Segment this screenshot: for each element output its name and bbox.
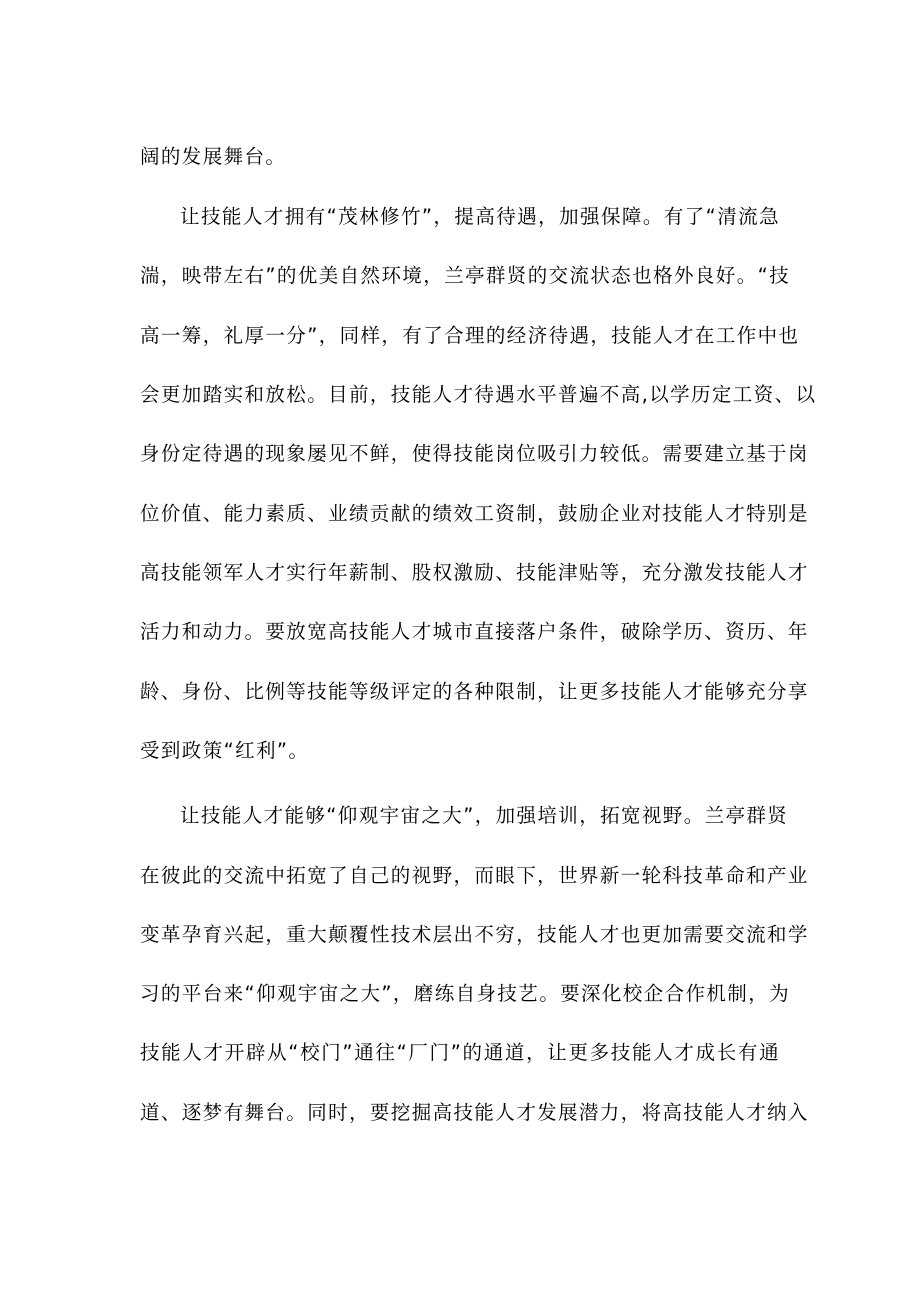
paragraph-first-line: 让技能人才能够“仰观宇宙之大”，加强培训，拓宽视野。兰亭群贤 [180, 804, 789, 827]
text-line: 道、逐梦有舞台。同时，要挖掘高技能人才发展潜力，将高技能人才纳入 [140, 1101, 809, 1124]
text-line: 习的平台来“仰观宇宙之大”，磨练自身技艺。要深化校企合作机制，为 [140, 982, 791, 1005]
text-line: 受到政策“红利”。 [140, 739, 310, 762]
text-line: 会更加踏实和放松。目前，技能人才待遇水平普遍不高,以学历定工资、以 [140, 383, 817, 406]
text-line: 身份定待遇的现象屡见不鲜，使得技能岗位吸引力较低。需要建立基于岗 [140, 442, 809, 465]
text-line: 高技能领军人才实行年薪制、股权激励、技能津贴等，充分激发技能人才 [140, 561, 809, 584]
text-line: 在彼此的交流中拓宽了自己的视野，而眼下，世界新一轮科技革命和产业 [140, 864, 809, 887]
text-line: 活力和动力。要放宽高技能人才城市直接落户条件，破除学历、资历、年 [140, 620, 809, 643]
text-line: 湍，映带左右”的优美自然环境，兰亭群贤的交流状态也格外良好。“技 [140, 264, 791, 287]
text-line: 高一筹，礼厚一分”，同样，有了合理的经济待遇，技能人才在工作中也 [140, 324, 800, 347]
text-line: 龄、身份、比例等技能等级评定的各种限制，让更多技能人才能够充分享 [140, 680, 809, 703]
text-line: 技能人才开辟从“校门”通往“厂门”的通道，让更多技能人才成长有通 [140, 1041, 780, 1064]
text-line: 阔的发展舞台。 [140, 145, 287, 168]
text-line: 变革孕育兴起，重大颠覆性技术层出不穷，技能人才也更加需要交流和学 [140, 923, 809, 946]
text-line: 位价值、能力素质、业绩贡献的绩效工资制，鼓励企业对技能人才特别是 [140, 502, 809, 525]
paragraph-first-line: 让技能人才拥有“茂林修竹”，提高待遇，加强保障。有了“清流急 [180, 205, 780, 228]
